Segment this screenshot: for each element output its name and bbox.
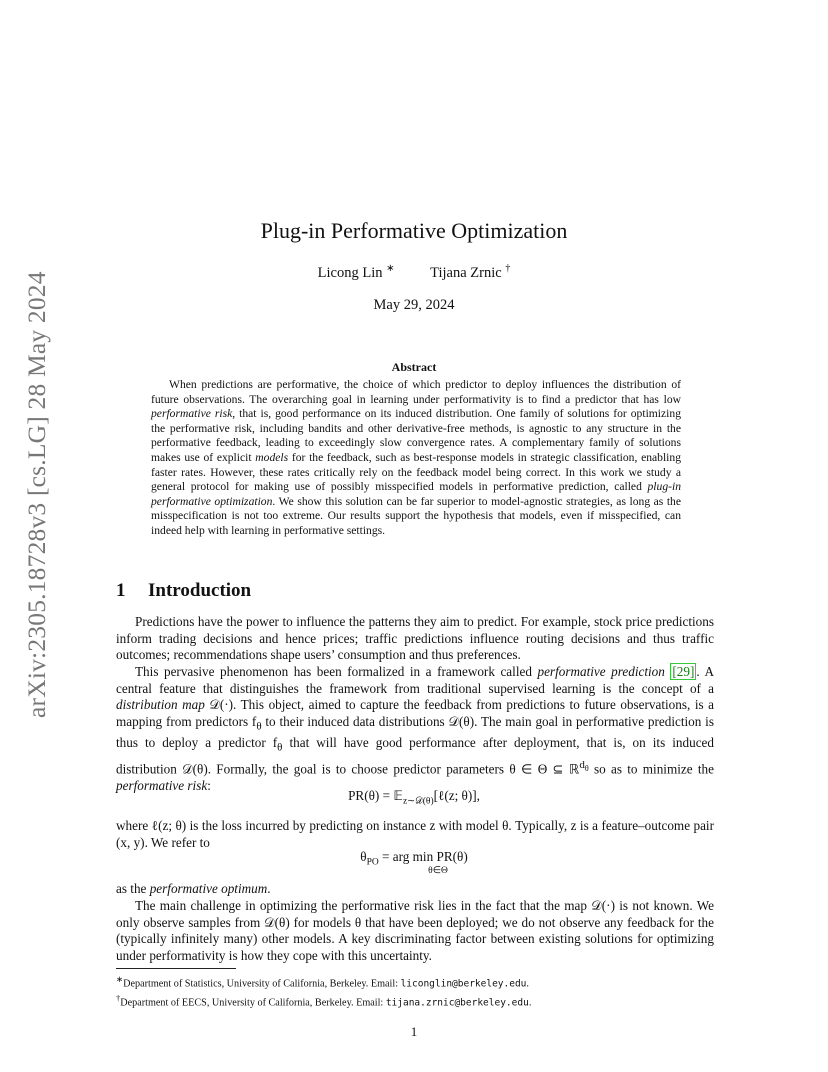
text-run: : <box>207 777 211 793</box>
section-title: Introduction <box>148 580 252 601</box>
abstract-text <box>151 378 681 539</box>
equation-rhs: = arg min PR(θ) <box>378 849 468 864</box>
page-number: 1 <box>410 1024 418 1039</box>
paper-title: Plug-in Performative Optimization <box>260 218 568 243</box>
abstract-part: When predictions are performative, the choice of which predictor to deploy influences the distribution of future observations. The overarching goal in learning under performativity is to find a predictor that has low <box>151 378 681 406</box>
abstract-emphasis: performative risk <box>151 407 233 421</box>
abstract-part: for the feedback, such as best-response models in strategic classification, enabling faster rates. However, these rates critically rely on the feedback model being correct. In this work we study a general protocol for making use of possibly misspecified models in performative prediction, called <box>151 450 681 494</box>
emphasis: performative optimum <box>149 881 268 896</box>
footnote-mark[interactable]: † <box>505 263 511 274</box>
equation-lhs: PR(θ) = 𝔼 <box>348 788 403 803</box>
footnote-end: . <box>528 997 532 1009</box>
paragraph-4 <box>116 881 714 898</box>
emphasis: performative risk <box>116 777 208 793</box>
abstract-emphasis: plug-in performative optimization <box>151 480 681 508</box>
abstract-heading: Abstract <box>391 360 437 374</box>
equation-lhs: θ <box>360 849 367 864</box>
paragraph-5: The main challenge in optimizing the performative risk lies in the fact that the map 𝒟(·) is not known. We only observe samples from 𝒟(θ) for models θ that have been deployed; we do not observe any feedback for the (typically infinitely many) other models. A key discriminating factor between existing solutions for optimizing under performativity is how they cope with this uncertainty. <box>116 898 714 964</box>
footnote-mark: † <box>116 993 121 1004</box>
equation-subscript: PO <box>366 857 379 868</box>
footnote-mark: ∗ <box>116 974 124 984</box>
section-heading <box>116 580 251 602</box>
superscript-base: d <box>579 758 585 771</box>
arxiv-identifier: arXiv:2305.18728v3 [cs.LG] 28 May 2024 <box>22 271 51 718</box>
equation-performative-risk <box>0 788 828 807</box>
text-run: that will have good performance after deployment, that is, on its induced distribution 𝒟(θ). Formally, the goal is to choose predictor parameters θ ∈ Θ ⊆ ℝ <box>116 735 714 777</box>
paragraph-3: where ℓ(z; θ) is the loss incurred by predicting on instance z with model θ. Typically, z is a feature–outcome pair (x, y). We refer to <box>116 818 714 850</box>
citation-link[interactable]: [29] <box>672 664 695 679</box>
author-1 <box>318 263 395 282</box>
section-number: 1 <box>116 580 126 601</box>
emphasis: distribution map <box>116 697 205 713</box>
equation-subscript: z∼𝒟(θ) <box>402 796 434 807</box>
author-list <box>0 263 828 282</box>
equation-rhs: [ℓ(z; θ)], <box>433 788 480 803</box>
equation-performative-optimum <box>0 849 828 876</box>
paragraph-2 <box>116 664 714 795</box>
text-run: to their induced data distributions 𝒟(θ). The main goal in performative prediction is thus to deploy a predictor f <box>116 714 714 751</box>
email-link[interactable]: liconglin@berkeley.edu <box>400 978 527 990</box>
text-run: 𝒟(·). This object, aimed to capture the feedback from predictions to future observations, is a mapping from predictors f <box>116 697 715 730</box>
abstract-part: . We show this solution can be far superior to model-agnostic strategies, as long as the misspecification is not too extreme. Our results support the hypothesis that models, even if misspecified, can indeed help with learning in performative settings. <box>151 494 682 537</box>
author-name: Tijana Zrnic <box>430 264 502 281</box>
text-run: as the <box>116 881 150 896</box>
subscript: θ <box>277 742 283 755</box>
text-run: so as to minimize the <box>588 761 715 777</box>
abstract-emphasis: models <box>255 450 289 464</box>
footnote-text: Department of EECS, University of California, Berkeley. Email: <box>120 997 386 1009</box>
text-run: This pervasive phenomenon has been formalized in a framework called <box>135 664 538 679</box>
footnote-mark[interactable]: ∗ <box>386 263 395 274</box>
footnote-2 <box>116 991 716 1010</box>
footnote-text: Department of Statistics, University of California, Berkeley. Email: <box>123 978 401 990</box>
email-link[interactable]: tijana.zrnic@berkeley.edu <box>385 997 529 1009</box>
superscript <box>579 759 588 771</box>
abstract-part: , that is, good performance on its induced distribution. One family of solutions for optimizing the performative risk, including bandits and other derivative-free methods, is agnostic to any structure in the performative feedback, leading to exceedingly slow convergence rates. A complementary family of solutions makes use of explicit <box>151 407 681 464</box>
footnotes <box>116 972 716 1011</box>
publication-date: May 29, 2024 <box>373 297 455 313</box>
footnote-divider <box>116 968 236 969</box>
equation-under-script: θ∈Θ <box>428 865 448 876</box>
author-name: Licong Lin <box>317 264 383 281</box>
superscript-sub: θ <box>584 763 589 773</box>
footnote-end: . <box>526 978 529 990</box>
emphasis: performative prediction <box>537 664 665 679</box>
subscript: θ <box>256 720 262 733</box>
paragraph-1: Predictions have the power to influence the patterns they aim to predict. For example, stock price predictions inform trading decisions and hence prices; traffic predictions influence routing decisions and thus traffic outcomes; recommendations shape users’ consumption and thus preferences. <box>116 614 714 663</box>
author-2 <box>430 263 510 282</box>
text-run: . <box>267 881 271 896</box>
footnote-1 <box>116 972 716 991</box>
text-run: . A central feature that distinguishes the framework from traditional supervised learning is the concept of a <box>116 664 715 696</box>
